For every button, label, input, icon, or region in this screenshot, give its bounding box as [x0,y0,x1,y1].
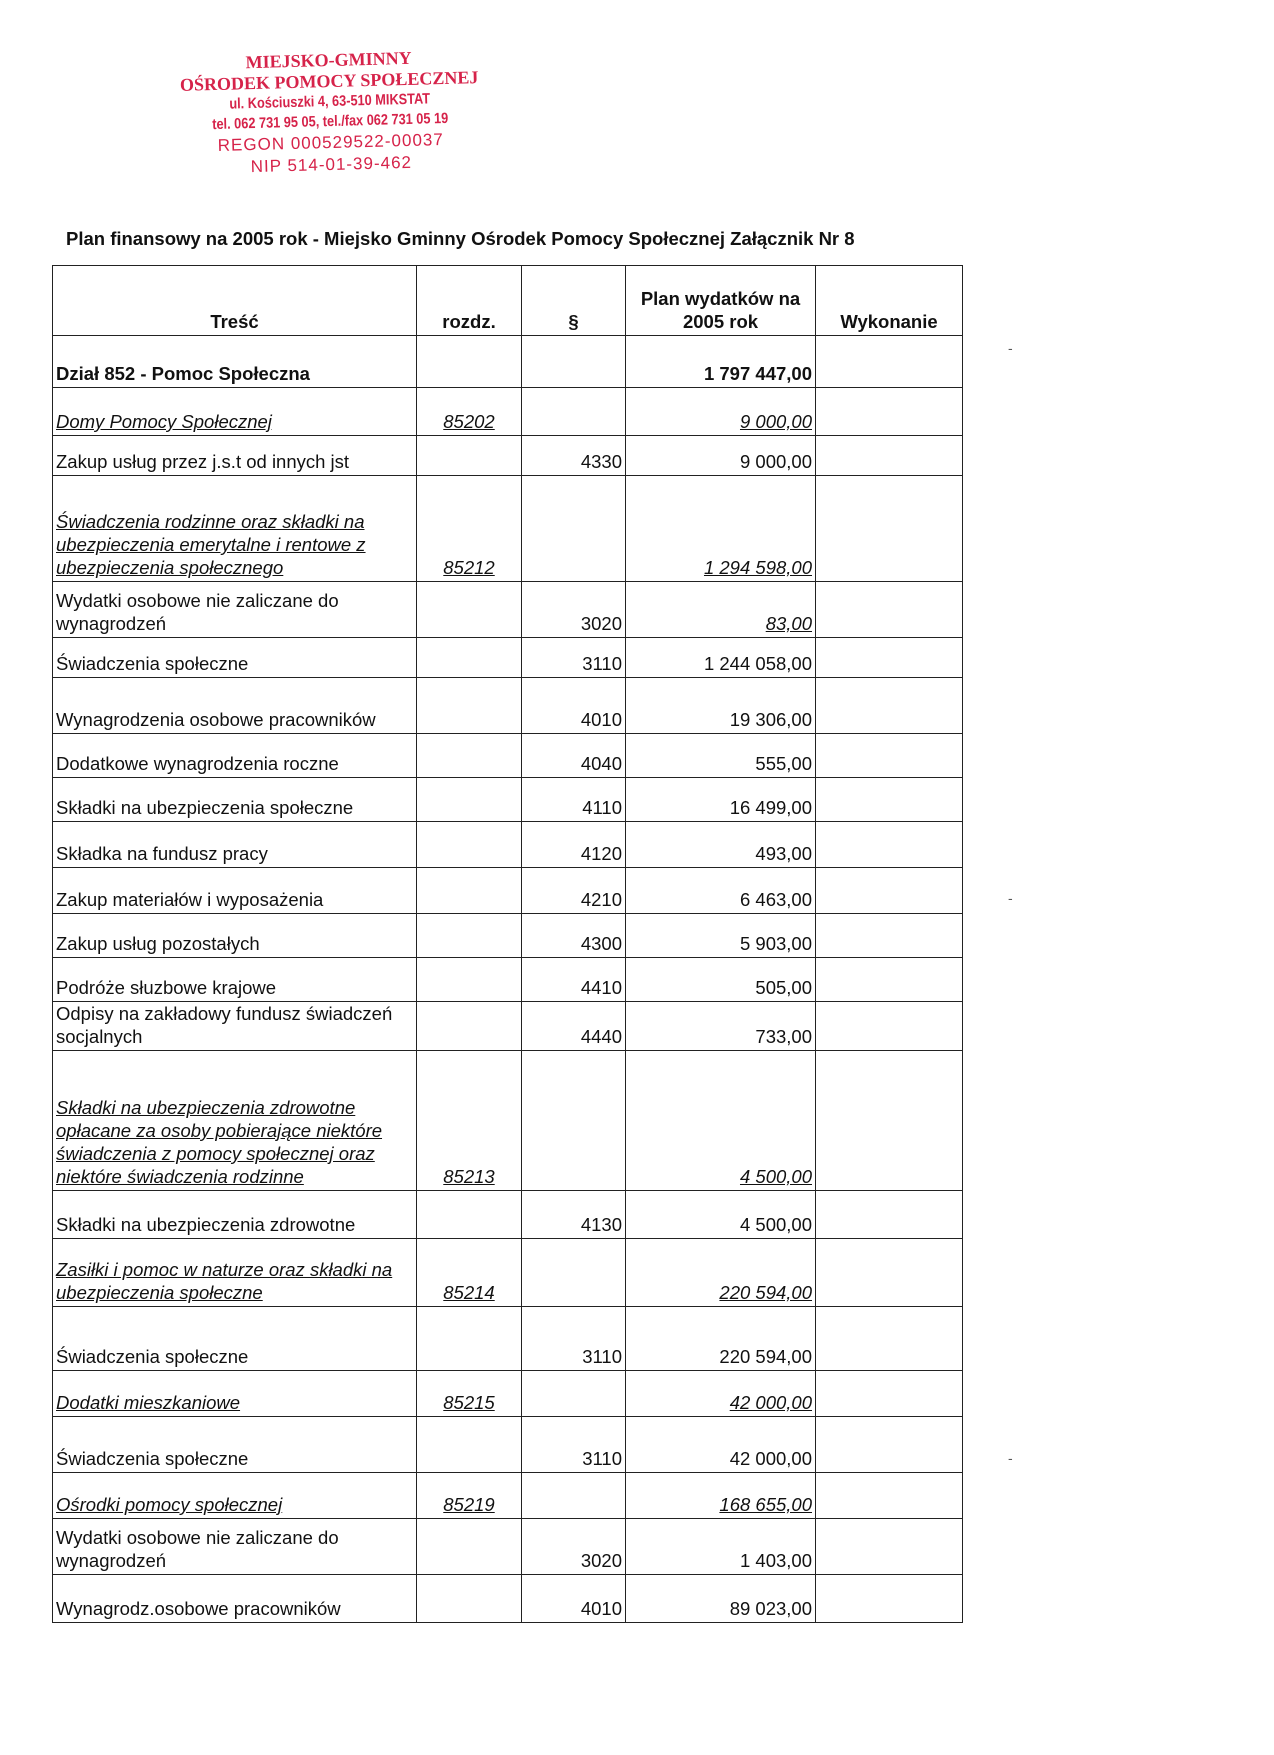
row-wykonanie [816,1473,963,1519]
row-wykonanie [816,778,963,822]
row-tresc: Świadczenia rodzinne oraz składki na ubezpieczenia emerytalne i rentowe z ubezpieczenia społecznego [53,476,417,582]
row-plan: 1 244 058,00 [626,638,816,678]
scan-mark: - [1008,1450,1013,1466]
row-plan: 555,00 [626,734,816,778]
table-row [53,638,963,678]
scan-mark: - [1008,890,1013,906]
table-row [53,778,963,822]
row-paragraph: 4010 [522,1575,626,1623]
row-rozdz [417,678,522,734]
row-wykonanie [816,914,963,958]
row-rozdz: 85202 [417,388,522,436]
table-row [53,734,963,778]
row-tresc: Wynagrodzenia osobowe pracowników [53,678,417,734]
table-row [53,1473,963,1519]
row-paragraph [522,1239,626,1307]
row-tresc: Zakup usług przez j.s.t od innych jst [53,436,417,476]
row-tresc: Składki na ubezpieczenia zdrowotne [53,1191,417,1239]
row-tresc: Zasiłki i pomoc w naturze oraz składki na ubezpieczenia społeczne [53,1239,417,1307]
row-rozdz [417,336,522,388]
row-plan: 19 306,00 [626,678,816,734]
row-wykonanie [816,958,963,1002]
row-paragraph: 3110 [522,638,626,678]
row-wykonanie [816,1519,963,1575]
row-paragraph: 4120 [522,822,626,868]
row-wykonanie [816,822,963,868]
header-tresc: Treść [53,266,417,336]
row-tresc: Podróże słuzbowe krajowe [53,958,417,1002]
table-header-row [53,266,963,336]
row-tresc: Ośrodki pomocy społecznej [53,1473,417,1519]
row-rozdz [417,1519,522,1575]
row-plan: 9 000,00 [626,388,816,436]
row-paragraph: 4130 [522,1191,626,1239]
row-plan: 6 463,00 [626,868,816,914]
row-plan: 220 594,00 [626,1239,816,1307]
row-tresc: Świadczenia społeczne [53,1417,417,1473]
header-wykonanie: Wykonanie [816,266,963,336]
row-paragraph: 4210 [522,868,626,914]
row-rozdz: 85214 [417,1239,522,1307]
institution-stamp [148,45,511,180]
row-plan: 168 655,00 [626,1473,816,1519]
row-plan: 505,00 [626,958,816,1002]
row-tresc: Dział 852 - Pomoc Społeczna [53,336,417,388]
row-rozdz [417,1191,522,1239]
table-row [53,436,963,476]
table-row [53,822,963,868]
row-paragraph: 4010 [522,678,626,734]
row-plan: 4 500,00 [626,1051,816,1191]
row-paragraph [522,1473,626,1519]
financial-plan-table [52,265,963,1623]
row-plan: 493,00 [626,822,816,868]
row-wykonanie [816,388,963,436]
row-paragraph: 4110 [522,778,626,822]
row-wykonanie [816,1239,963,1307]
row-wykonanie [816,678,963,734]
table-row [53,1371,963,1417]
row-tresc: Składki na ubezpieczenia zdrowotne opłacane za osoby pobierające niektóre świadczenia z pomocy społecznej oraz niektóre świadczenia rodzinne [53,1051,417,1191]
row-wykonanie [816,734,963,778]
row-wykonanie [816,1191,963,1239]
table-body [53,336,963,1623]
document-title: Plan finansowy na 2005 rok - Miejsko Gminny Ośrodek Pomocy Społecznej Załącznik Nr 8 [66,228,855,249]
row-wykonanie [816,1002,963,1051]
row-paragraph: 4040 [522,734,626,778]
table-row [53,1191,963,1239]
table-row [53,868,963,914]
row-rozdz [417,822,522,868]
stamp-line-4: tel. 062 731 95 05, tel./fax 062 731 05 19 [212,109,449,134]
row-wykonanie [816,1307,963,1371]
row-rozdz [417,778,522,822]
row-wykonanie [816,868,963,914]
row-tresc: Zakup materiałów i wyposażenia [53,868,417,914]
row-plan: 16 499,00 [626,778,816,822]
row-wykonanie [816,476,963,582]
row-plan: 733,00 [626,1002,816,1051]
table-row [53,1239,963,1307]
row-tresc: Zakup usług pozostałych [53,914,417,958]
row-tresc: Domy Pomocy Społecznej [53,388,417,436]
row-tresc: Dodatki mieszkaniowe [53,1371,417,1417]
row-rozdz [417,1417,522,1473]
row-paragraph: 3110 [522,1417,626,1473]
row-wykonanie [816,1371,963,1417]
row-tresc: Wynagrodz.osobowe pracowników [53,1575,417,1623]
stamp-line-3: ul. Kościuszki 4, 63-510 MIKSTAT [229,90,431,113]
header-paragraph: § [522,266,626,336]
row-tresc: Świadczenia społeczne [53,638,417,678]
stamp-line-5: REGON 000529522-00037 [217,130,445,155]
row-tresc: Składka na fundusz pracy [53,822,417,868]
header-plan: Plan wydatków na 2005 rok [626,266,816,336]
row-wykonanie [816,436,963,476]
row-rozdz [417,1575,522,1623]
row-rozdz [417,638,522,678]
table-row [53,1002,963,1051]
row-rozdz: 85212 [417,476,522,582]
row-rozdz: 85213 [417,1051,522,1191]
row-rozdz: 85219 [417,1473,522,1519]
row-rozdz [417,958,522,1002]
row-plan: 1 294 598,00 [626,476,816,582]
row-tresc: Odpisy na zakładowy fundusz świadczeń socjalnych [53,1002,417,1051]
row-rozdz [417,1307,522,1371]
row-wykonanie [816,1051,963,1191]
row-paragraph [522,336,626,388]
row-wykonanie [816,1417,963,1473]
table-row [53,914,963,958]
row-paragraph [522,388,626,436]
row-paragraph: 4330 [522,436,626,476]
row-plan: 42 000,00 [626,1371,816,1417]
row-plan: 220 594,00 [626,1307,816,1371]
row-rozdz [417,734,522,778]
table-row [53,1051,963,1191]
table-row [53,336,963,388]
row-tresc: Dodatkowe wynagrodzenia roczne [53,734,417,778]
row-paragraph: 3020 [522,582,626,638]
row-wykonanie [816,1575,963,1623]
row-tresc: Wydatki osobowe nie zaliczane do wynagrodzeń [53,582,417,638]
row-rozdz [417,436,522,476]
row-plan: 89 023,00 [626,1575,816,1623]
row-rozdz [417,1002,522,1051]
row-wykonanie [816,638,963,678]
row-paragraph: 3020 [522,1519,626,1575]
row-rozdz [417,914,522,958]
table-row [53,476,963,582]
table-row [53,1575,963,1623]
stamp-line-6: NIP 514-01-39-462 [250,152,413,177]
row-paragraph [522,476,626,582]
table-row [53,1519,963,1575]
table-row [53,388,963,436]
table-row [53,958,963,1002]
row-tresc: Wydatki osobowe nie zaliczane do wynagrodzeń [53,1519,417,1575]
row-rozdz: 85215 [417,1371,522,1417]
stamp-line-1: MIEJSKO-GMINNY [245,47,412,73]
row-plan: 1 797 447,00 [626,336,816,388]
stamp-line-2: OŚRODEK POMOCY SPOŁECZNEJ [179,67,479,95]
row-paragraph: 3110 [522,1307,626,1371]
row-paragraph: 4440 [522,1002,626,1051]
row-paragraph: 4300 [522,914,626,958]
row-plan: 5 903,00 [626,914,816,958]
row-plan: 4 500,00 [626,1191,816,1239]
row-tresc: Składki na ubezpieczenia społeczne [53,778,417,822]
row-tresc: Świadczenia społeczne [53,1307,417,1371]
table-row [53,1417,963,1473]
table-row [53,1307,963,1371]
row-wykonanie [816,582,963,638]
row-paragraph [522,1051,626,1191]
row-paragraph [522,1371,626,1417]
row-rozdz [417,868,522,914]
row-plan: 42 000,00 [626,1417,816,1473]
row-plan: 83,00 [626,582,816,638]
header-rozdz: rozdz. [417,266,522,336]
row-paragraph: 4410 [522,958,626,1002]
scan-mark: - [1008,340,1013,356]
table-row [53,678,963,734]
row-rozdz [417,582,522,638]
table-row [53,582,963,638]
row-wykonanie [816,336,963,388]
row-plan: 9 000,00 [626,436,816,476]
row-plan: 1 403,00 [626,1519,816,1575]
